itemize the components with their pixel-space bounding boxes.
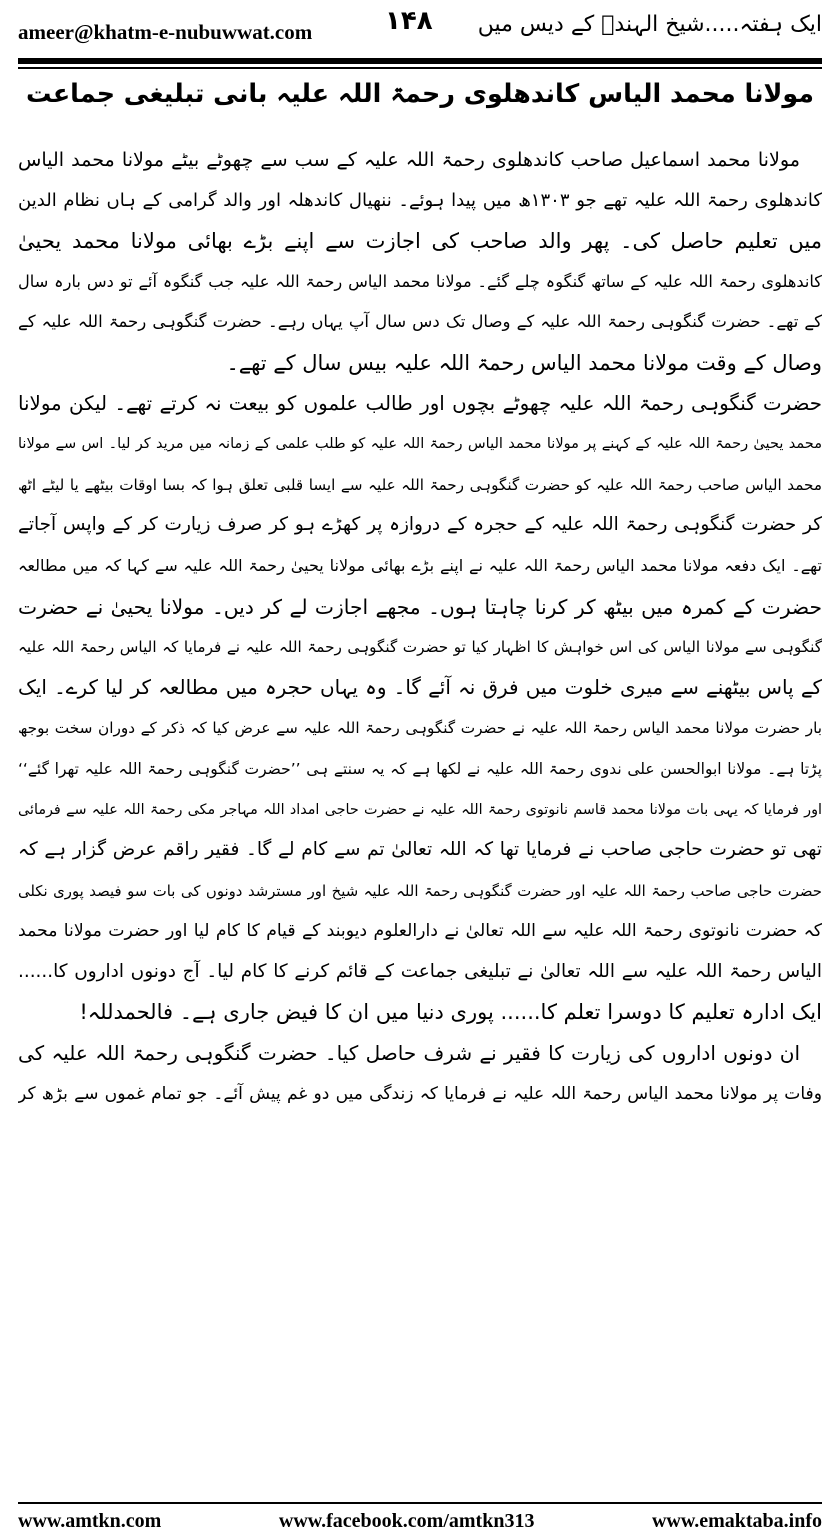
text-line: بار حضرت مولانا محمد الیاس رحمۃ اللہ علیہ نے حضرت گنگوہی رحمۃ اللہ علیہ سے عرض کیا کہ ذکر کے دوران سخت بوجھ: [18, 719, 822, 738]
text-line: کے پاس بیٹھنے سے میری خلوت میں فرق نہ آئے گا۔ وہ یہاں حجرہ میں مطالعہ کر لیا کرے۔ ایک: [18, 675, 822, 699]
text-line: پڑتا ہے۔ مولانا ابوالحسن علی ندوی رحمۃ اللہ علیہ نے لکھا ہے کہ یہ سنتے ہی ’’حضرت گنگوہی رحمۃ اللہ علیہ تھرا گئے‘‘: [18, 759, 822, 778]
text-line: ان دونوں اداروں کی زیارت کا فقیر نے شرف حاصل کیا۔ حضرت گنگوہی رحمۃ اللہ علیہ کی: [18, 1041, 800, 1066]
text-line: کے تھے۔ حضرت گنگوہی رحمۃ اللہ علیہ کے وصال تک دس سال آپ یہاں رہے۔ حضرت گنگوہی رحمۃ اللہ علیہ کے: [18, 312, 822, 332]
text-line: حضرت گنگوہی رحمۃ اللہ علیہ چھوٹے بچوں اور طالب علموں کو بیعت نہ کرتے تھے۔ لیکن مولانا: [18, 391, 822, 415]
body-text: [18, 140, 822, 1114]
text-line: گنگوہی سے مولانا الیاس کی اس خواہش کا اظہار کیا تو حضرت گنگوہی رحمۃ اللہ علیہ نے فرمایا کہ الیاس رحمۃ اللہ علیہ: [18, 638, 822, 657]
text-line: الیاس رحمۃ اللہ علیہ سے اللہ تعالیٰ نے تبلیغی جماعت کے قائم کرنے کا کام لیا۔ آج دونوں اداروں کا......: [18, 960, 822, 982]
text-line: تھے۔ ایک دفعہ مولانا محمد الیاس رحمۃ اللہ علیہ نے اپنے بڑے بھائی مولانا یحییٰ رحمۃ اللہ علیہ سے کہا کہ میں مطالعہ: [18, 555, 822, 575]
text-line: محمد الیاس صاحب رحمۃ اللہ علیہ کو حضرت گنگوہی رحمۃ اللہ علیہ سے ایسا قلبی تعلق ہوا کہ بسا اوقات بیٹھے یا لیٹے اٹھ: [18, 475, 822, 494]
text-line: ایک ادارہ تعلیم کا دوسرا تعلم کا...... پوری دنیا میں ان کا فیض جاری ہے۔ فالحمدللہ!: [79, 1000, 822, 1025]
header-email: ameer@khatm-e-nubuwwat.com: [18, 20, 313, 44]
text-line: حضرت کے کمرہ میں بیٹھ کر کرنا چاہتا ہوں۔ مجھے اجازت لے کر دیں۔ مولانا یحییٰ نے حضرت: [18, 594, 822, 619]
footer-link-amtkn[interactable]: www.amtkn.com: [18, 1510, 162, 1532]
text-line: اور فرمایا کہ یہی بات مولانا محمد قاسم نانوتوی رحمۃ اللہ علیہ نے حضرت حاجی امداد اللہ مہاجر مکی رحمۃ اللہ علیہ سے فرمائی: [18, 801, 822, 818]
text-line: کر حضرت گنگوہی رحمۃ اللہ علیہ کے حجرہ کے دروازہ پر کھڑے ہو کر صرف زیارت کر کے واپس آجاتے: [18, 514, 822, 536]
text-line: مولانا محمد اسماعیل صاحب کاندھلوی رحمۃ اللہ علیہ کے سب سے چھوٹے بیٹے مولانا محمد الیاس: [18, 148, 800, 171]
text-line: کاندھلوی رحمۃ اللہ علیہ کے ساتھ گنگوہ چلے گئے۔ مولانا محمد الیاس رحمۃ اللہ علیہ جب گنگوہ آئے تو دس بارہ سال: [18, 271, 822, 291]
page-number: ۱۴۸: [385, 6, 433, 36]
running-title: ایک ہفتہ.....شیخ الہندؒ کے دیس میں: [477, 12, 822, 37]
header-rule-thick: [18, 58, 822, 64]
text-line: میں تعلیم حاصل کی۔ پھر والد صاحب کی اجازت سے اپنے بڑے بھائی مولانا محمد یحییٰ: [18, 229, 822, 254]
text-line: کاندھلوی رحمۃ اللہ علیہ تھے جو ۱۳۰۳ھ میں پیدا ہوئے۔ ننھیال کاندھلہ اور والد گرامی کے ہاں نظام الدین: [18, 189, 822, 211]
text-line: محمد یحییٰ رحمۃ اللہ علیہ کے کہنے پر مولانا محمد الیاس رحمۃ اللہ علیہ کو طلب علمی کے زمانہ میں مرید کر لیا۔ اس سے مولانا: [18, 435, 822, 453]
page-header: [0, 0, 840, 58]
page-footer: [18, 1510, 822, 1533]
footer-link-facebook[interactable]: www.facebook.com/amtkn313: [278, 1510, 535, 1532]
text-line: حضرت حاجی صاحب رحمۃ اللہ علیہ اور حضرت گنگوہی رحمۃ اللہ علیہ شیخ اور مسترشد دونوں کی بات سو فیصد پوری نکلی: [18, 881, 822, 900]
text-line: کہ حضرت نانوتوی رحمۃ اللہ علیہ سے اللہ تعالیٰ نے دارالعلوم دیوبند کے قیام کا کام لیا اور حضرت مولانا محمد: [18, 921, 822, 942]
footer-rule: [18, 1502, 822, 1504]
footer-link-emaktaba[interactable]: www.emaktaba.info: [651, 1510, 822, 1532]
section-heading: مولانا محمد الیاس کاندھلوی رحمۃ اللہ علیہ بانی تبلیغی جماعت: [26, 78, 814, 108]
text-line: وفات پر مولانا محمد الیاس رحمۃ اللہ علیہ نے فرمایا کہ زندگی میں دو غم پیش آئے۔ جو تمام غموں سے بڑھ کر: [18, 1083, 822, 1104]
text-line: تھی تو حضرت حاجی صاحب نے فرمایا تھا کہ اللہ تعالیٰ تم سے کام لے گا۔ فقیر راقم عرض گزار ہے کہ: [18, 839, 822, 861]
text-line: وصال کے وقت مولانا محمد الیاس رحمۃ اللہ علیہ بیس سال کے تھے۔: [226, 350, 822, 375]
header-rule-thin: [18, 67, 822, 69]
